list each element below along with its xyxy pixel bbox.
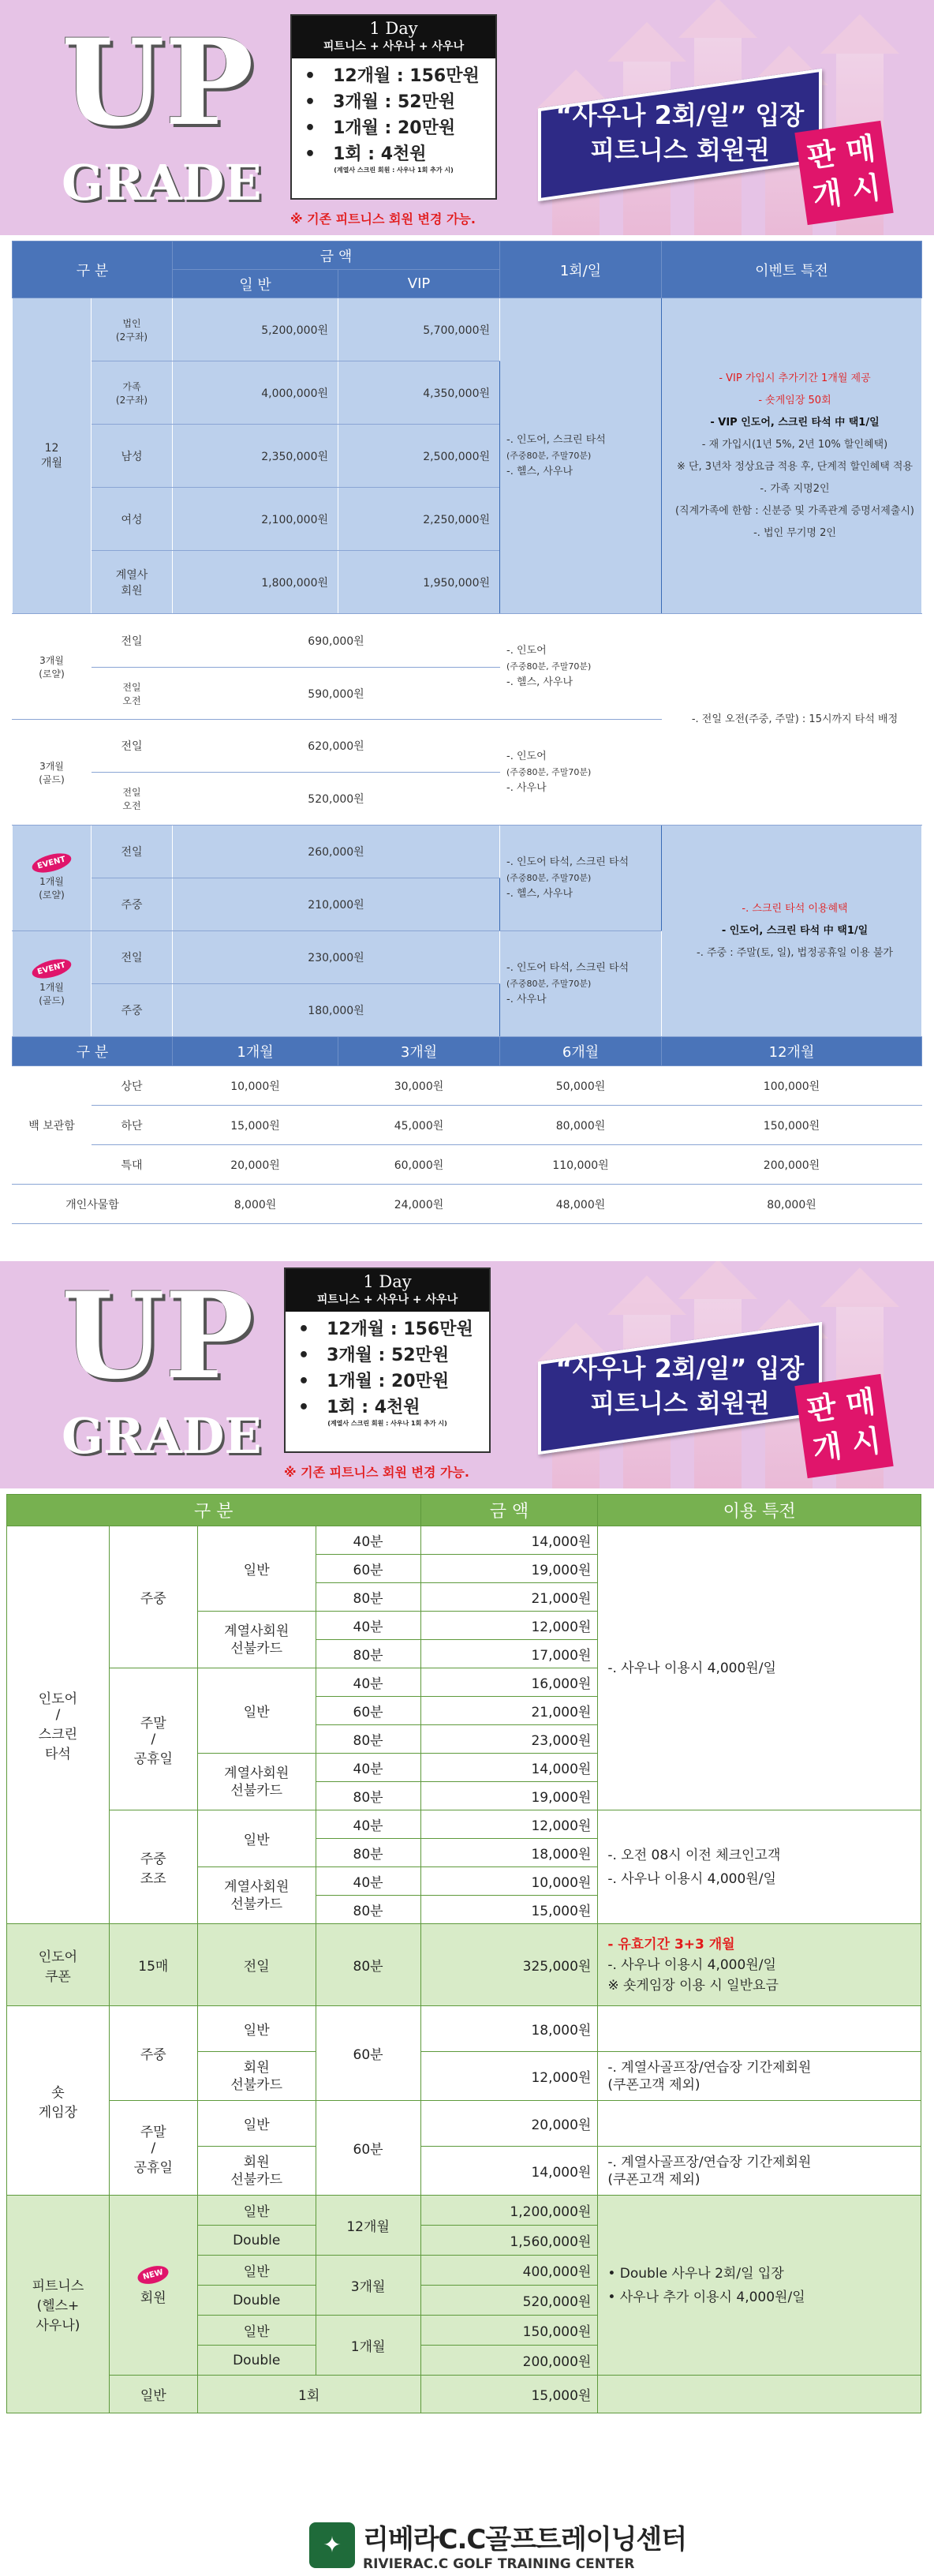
price-box — [284, 1267, 491, 1453]
col-header: 구 분 — [13, 242, 173, 298]
price-cell: 110,000원 — [500, 1145, 662, 1185]
benefit-cell: -. 계열사골프장/연습장 기간제회원 (쿠폰고객 제외) — [598, 2147, 921, 2196]
row-label: 개인사물함 — [13, 1185, 173, 1224]
time-cell: 40분 — [316, 1668, 420, 1697]
col-header: 3개월 — [338, 1037, 500, 1066]
sale-text: 판 매 — [805, 1383, 878, 1428]
price-cell: 21,000원 — [420, 1697, 598, 1725]
time-cell: 40분 — [316, 1810, 420, 1839]
price-cell: 4,000,000원 — [173, 361, 338, 425]
notice: ※ 기존 피트니스 회원 변경 가능. — [290, 212, 476, 227]
price-cell: 60,000원 — [338, 1145, 500, 1185]
event-line: (직계가족에 한함 : 신분증 및 가족관계 증명서제출시) — [674, 504, 915, 517]
price-cell: 15,000원 — [173, 1106, 338, 1145]
price-cell: 45,000원 — [338, 1106, 500, 1145]
row-label: 일반 — [197, 2196, 316, 2226]
price-cell: 150,000원 — [420, 2316, 598, 2346]
row-label: 법인 (2구좌) — [92, 298, 173, 361]
event-line: -. 스크린 타석 이용혜택 — [742, 902, 848, 915]
price-box-title: 1 Day — [369, 19, 418, 38]
time-cell: 80분 — [316, 1725, 420, 1754]
price-cell: 200,000원 — [420, 2346, 598, 2376]
daily-cell — [500, 931, 662, 1037]
price-cell: 325,000원 — [420, 1924, 598, 2006]
daily-text: -. 인도어 타석, 스크린 타석 — [506, 856, 630, 868]
time-cell: 80분 — [316, 1924, 420, 2006]
row-label: 하단 — [92, 1106, 173, 1145]
price-cell: 16,000원 — [420, 1668, 598, 1697]
daily-text: -. 인도어 — [506, 644, 547, 657]
sale-text: 판 매 — [805, 130, 878, 175]
row-label: 일반 — [197, 2006, 316, 2052]
time-cell: 40분 — [316, 1526, 420, 1555]
daily-text: -. 인도어, 스크린 타석 — [506, 433, 606, 446]
row-label: 주말 / 공휴일 — [109, 1668, 197, 1810]
center-name: 리베라C.C골프트레이닝센터 — [363, 2524, 687, 2555]
grade-title: GRADE — [62, 154, 262, 212]
price-cell: 14,000원 — [420, 1754, 598, 1782]
price-cell: 80,000원 — [500, 1106, 662, 1145]
event-line: - 재 가입시(1년 5%, 2년 10% 할인혜택) — [701, 438, 888, 451]
row-label: 인도어 쿠폰 — [7, 1924, 110, 2006]
row-label: 전일 오전 — [92, 773, 173, 826]
benefit-line: ※ 숏게임장 이용 시 일반요금 — [607, 1977, 779, 1994]
price-box-sub: 피트니스 + 사우나 + 사우나 — [323, 40, 465, 53]
price-cell: 20,000원 — [173, 1145, 338, 1185]
golf-logo-icon: ✦ — [309, 2522, 355, 2568]
row-label: 일반 — [197, 2101, 316, 2147]
row-label: Double — [197, 2286, 316, 2316]
event-line: ※ 단, 3년차 정상요금 적용 후, 단계적 할인혜택 적용 — [676, 460, 913, 473]
col-header: 구 분 — [13, 1037, 173, 1066]
row-label: 숏 게임장 — [7, 2006, 110, 2196]
benefit-cell — [598, 2006, 921, 2052]
row-label: 3개월 (로얄) — [13, 614, 92, 720]
benefit-cell — [598, 2101, 921, 2147]
price-cell: 1,950,000원 — [338, 551, 500, 614]
row-label: 특대 — [92, 1145, 173, 1185]
event-line: - 인도어, 스크린 타석 中 택1/일 — [721, 924, 869, 937]
row-label: 전일 — [92, 720, 173, 773]
row-label: 일반 — [197, 2316, 316, 2346]
price-cell: 14,000원 — [420, 2147, 598, 2196]
price-cell: 17,000원 — [420, 1640, 598, 1668]
time-cell: 60분 — [316, 2101, 420, 2196]
ribbon-line: 피트니스 회원권 — [590, 135, 770, 165]
price-cell: 200,000원 — [662, 1145, 922, 1185]
price-cell: 24,000원 — [338, 1185, 500, 1224]
time-cell: 60분 — [316, 1555, 420, 1583]
time-cell: 60분 — [316, 1697, 420, 1725]
col-header: 금 액 — [173, 242, 500, 270]
daily-cell — [500, 298, 662, 614]
col-header: 이용 특전 — [598, 1495, 921, 1526]
time-cell: 80분 — [316, 1839, 420, 1867]
ribbon-line: “사우나 2회/일” 입장 — [555, 1354, 805, 1383]
benefit-line: -. 사우나 이용시 4,000원/일 — [607, 1956, 776, 1973]
price-cell: 23,000원 — [420, 1725, 598, 1754]
row-label: 전일 오전 — [92, 668, 173, 720]
price-item: • 3개월 : 52만원 — [298, 1342, 489, 1368]
row-label: Double — [197, 2346, 316, 2376]
row-label: 피트니스 (헬스+ 사우나) — [7, 2196, 110, 2413]
price-cell: 4,350,000원 — [338, 361, 500, 425]
price-cell: 260,000원 — [173, 826, 500, 878]
row-label — [109, 2196, 197, 2376]
benefit-cell — [598, 1924, 921, 2006]
time-cell: 40분 — [316, 1612, 420, 1640]
price-cell: 150,000원 — [662, 1106, 922, 1145]
price-cell: 14,000원 — [420, 1526, 598, 1555]
price-cell: 10,000원 — [420, 1867, 598, 1896]
row-label-text: 1개월 (로얄) — [39, 876, 65, 900]
price-cell: 80,000원 — [662, 1185, 922, 1224]
price-cell: 100,000원 — [662, 1066, 922, 1106]
time-cell: 60분 — [316, 2006, 420, 2101]
row-label: 계열사 회원 — [92, 551, 173, 614]
benefit-line: -. 오전 08시 이전 체크인고객 — [607, 1847, 781, 1863]
daily-cell — [500, 614, 662, 720]
daily-text: -. 인도어 타석, 스크린 타석 — [506, 961, 630, 974]
event-badge: EVENT — [30, 956, 73, 982]
row-label: 인도어 / 스크린 타석 — [7, 1526, 110, 1924]
price-box-note: (계열사 스크린 회원 : 사우나 1회 추가 시) — [327, 1420, 447, 1427]
row-label: 회원 선불카드 — [197, 2052, 316, 2101]
price-cell: 2,500,000원 — [338, 425, 500, 488]
row-label: 15매 — [109, 1924, 197, 2006]
benefit-cell — [598, 2376, 921, 2413]
row-label-text: 회원 — [140, 2290, 166, 2306]
daily-text: -. 인도어 — [506, 750, 547, 762]
event-line: -. 가족 지명2인 — [760, 482, 830, 495]
daily-text: (주중80분, 주말70분) — [506, 450, 592, 461]
row-label: 전일 — [197, 1924, 316, 2006]
price-cell: 230,000원 — [173, 931, 500, 984]
daily-text: (주중80분, 주말70분) — [506, 766, 592, 777]
benefit-cell — [598, 1810, 921, 1924]
row-label: 일반 — [197, 1526, 316, 1612]
col-header: VIP — [338, 270, 500, 298]
event-cell — [662, 298, 922, 614]
up-title: UP — [62, 13, 254, 152]
event-cell — [662, 826, 922, 1037]
price-cell: 1,800,000원 — [173, 551, 338, 614]
price-cell: 520,000원 — [173, 773, 500, 826]
row-label: 전일 — [92, 931, 173, 984]
benefit-line: • 사우나 추가 이용시 4,000원/일 — [607, 2289, 805, 2305]
price-cell: 30,000원 — [338, 1066, 500, 1106]
row-label: 계열사회원 선불카드 — [197, 1754, 316, 1810]
price-cell: 12,000원 — [420, 1810, 598, 1839]
row-label: 계열사회원 선불카드 — [197, 1612, 316, 1668]
row-label: 주중 — [109, 1526, 197, 1668]
price-item: • 12개월 : 156만원 — [304, 63, 495, 89]
sale-text: 개 시 — [810, 1422, 884, 1467]
price-cell: 18,000원 — [420, 1839, 598, 1867]
row-label: 전일 — [92, 614, 173, 668]
banner-bottom — [0, 1261, 934, 1488]
row-label: 계열사회원 선불카드 — [197, 1867, 316, 1924]
col-header: 일 반 — [173, 270, 338, 298]
time-cell: 40분 — [316, 1754, 420, 1782]
row-label: 3개월 (골드) — [13, 720, 92, 826]
event-line: -. 주중 : 주말(토, 일), 법정공휴일 이용 불가 — [697, 946, 893, 959]
time-cell: 40분 — [316, 1867, 420, 1896]
daily-text: (주중80분, 주말70분) — [506, 872, 592, 883]
new-badge: NEW — [136, 2263, 170, 2287]
price-cell: 1,200,000원 — [420, 2196, 598, 2226]
price-cell: 15,000원 — [420, 2376, 598, 2413]
period-cell: 3개월 — [316, 2256, 420, 2316]
grade-title: GRADE — [62, 1407, 262, 1465]
row-label — [13, 826, 92, 931]
col-header: 구 분 — [7, 1495, 421, 1526]
price-item: • 12개월 : 156만원 — [298, 1316, 489, 1342]
period-cell: 1개월 — [316, 2316, 420, 2376]
daily-cell — [500, 826, 662, 931]
row-label: 상단 — [92, 1066, 173, 1106]
sale-badge — [794, 1374, 893, 1478]
row-label: 1회 — [197, 2376, 420, 2413]
row-label: 남성 — [92, 425, 173, 488]
row-label: 12 개월 — [13, 298, 92, 614]
price-cell: 1,560,000원 — [420, 2226, 598, 2256]
price-cell: 20,000원 — [420, 2101, 598, 2147]
col-header: 1회/일 — [500, 242, 662, 298]
price-cell: 210,000원 — [173, 878, 500, 931]
price-cell: 5,200,000원 — [173, 298, 338, 361]
price-cell: 50,000원 — [500, 1066, 662, 1106]
row-label: 주중 — [92, 984, 173, 1037]
period-cell: 12개월 — [316, 2196, 420, 2256]
price-item: • 1개월 : 20만원 — [298, 1368, 489, 1395]
daily-cell — [500, 720, 662, 826]
row-label: 회원 선불카드 — [197, 2147, 316, 2196]
price-cell: 18,000원 — [420, 2006, 598, 2052]
up-title: UP — [62, 1267, 254, 1406]
banner-top — [0, 0, 934, 235]
price-item: • 1회 : 4천원 — [298, 1395, 489, 1421]
event-badge: EVENT — [30, 850, 73, 876]
price-cell: 19,000원 — [420, 1555, 598, 1583]
price-cell: 520,000원 — [420, 2286, 598, 2316]
price-cell: 180,000원 — [173, 984, 500, 1037]
price-cell: 5,700,000원 — [338, 298, 500, 361]
row-label: 백 보관함 — [13, 1066, 92, 1185]
event-cell: -. 전일 오전(주중, 주말) : 15시까지 타석 배정 — [662, 614, 922, 826]
price-cell: 12,000원 — [420, 2052, 598, 2101]
membership-table — [12, 241, 922, 1224]
price-item: • 1개월 : 20만원 — [304, 115, 495, 141]
price-box-title: 1 Day — [363, 1272, 412, 1291]
ribbon-line: 피트니스 회원권 — [590, 1388, 770, 1418]
price-cell: 8,000원 — [173, 1185, 338, 1224]
center-name-en: RIVIERAC.C GOLF TRAINING CENTER — [363, 2556, 635, 2572]
time-cell: 80분 — [316, 1896, 420, 1924]
event-line: - VIP 가입시 추가기간 1개월 제공 — [719, 372, 871, 384]
daily-text: (주중80분, 주말70분) — [506, 661, 592, 672]
price-box-note: (계열사 스크린 회원 : 사우나 1회 추가 시) — [334, 167, 454, 174]
price-cell: 10,000원 — [173, 1066, 338, 1106]
row-label: 주중 — [92, 878, 173, 931]
price-item: • 3개월 : 52만원 — [304, 89, 495, 115]
row-label: 일반 — [197, 1810, 316, 1867]
row-label: 가족 (2구좌) — [92, 361, 173, 425]
benefit-line: -. 사우나 이용시 4,000원/일 — [607, 1870, 776, 1887]
benefit-cell — [598, 2196, 921, 2376]
benefit-line: - 유효기간 3+3 개월 — [607, 1936, 735, 1953]
usage-table — [6, 1494, 921, 2413]
sale-text: 개 시 — [810, 169, 884, 214]
row-label — [13, 931, 92, 1037]
row-label-text: 1개월 (골드) — [39, 982, 65, 1006]
daily-text: -. 헬스, 사우나 — [506, 887, 573, 900]
price-cell: 21,000원 — [420, 1583, 598, 1612]
price-item: • 1회 : 4천원 — [304, 141, 495, 167]
daily-text: -. 헬스, 사우나 — [506, 465, 573, 477]
time-cell: 80분 — [316, 1583, 420, 1612]
daily-text: -. 사우나 — [506, 781, 547, 794]
time-cell: 80분 — [316, 1640, 420, 1668]
col-header: 금 액 — [420, 1495, 598, 1526]
notice: ※ 기존 피트니스 회원 변경 가능. — [284, 1465, 469, 1480]
daily-text: -. 헬스, 사우나 — [506, 676, 573, 688]
col-header: 12개월 — [662, 1037, 922, 1066]
sale-badge — [794, 121, 893, 225]
row-label: 일반 — [197, 1668, 316, 1754]
event-line: - 숏게임장 50회 — [758, 394, 831, 406]
price-cell: 15,000원 — [420, 1896, 598, 1924]
footer-logo — [309, 2518, 686, 2572]
price-cell: 19,000원 — [420, 1782, 598, 1810]
event-line: - VIP 인도어, 스크린 타석 中 택1/일 — [710, 416, 880, 429]
benefit-cell: -. 사우나 이용시 4,000원/일 — [598, 1526, 921, 1810]
price-cell: 2,350,000원 — [173, 425, 338, 488]
ribbon-line: “사우나 2회/일” 입장 — [555, 100, 805, 130]
row-label: Double — [197, 2226, 316, 2256]
price-cell: 400,000원 — [420, 2256, 598, 2286]
price-cell: 590,000원 — [173, 668, 500, 720]
row-label: 전일 — [92, 826, 173, 878]
time-cell: 80분 — [316, 1782, 420, 1810]
row-label: 주중 조조 — [109, 1810, 197, 1924]
price-cell: 620,000원 — [173, 720, 500, 773]
row-label: 여성 — [92, 488, 173, 551]
price-cell: 12,000원 — [420, 1612, 598, 1640]
price-cell: 2,100,000원 — [173, 488, 338, 551]
daily-text: (주중80분, 주말70분) — [506, 978, 592, 989]
price-cell: 2,250,000원 — [338, 488, 500, 551]
price-cell: 48,000원 — [500, 1185, 662, 1224]
row-label: 일반 — [197, 2256, 316, 2286]
benefit-cell: -. 계열사골프장/연습장 기간제회원 (쿠폰고객 제외) — [598, 2052, 921, 2101]
price-cell: 690,000원 — [173, 614, 500, 668]
col-header: 6개월 — [500, 1037, 662, 1066]
price-box — [290, 14, 497, 200]
row-label: 주중 — [109, 2006, 197, 2101]
col-header: 이벤트 특전 — [662, 242, 922, 298]
price-box-sub: 피트니스 + 사우나 + 사우나 — [316, 1294, 458, 1306]
row-label: 일반 — [109, 2376, 197, 2413]
benefit-line: • Double 사우나 2회/일 입장 — [607, 2265, 784, 2282]
event-line: -. 법인 무기명 2인 — [753, 526, 836, 539]
col-header: 1개월 — [173, 1037, 338, 1066]
row-label: 주말 / 공휴일 — [109, 2101, 197, 2196]
daily-text: -. 사우나 — [506, 993, 547, 1005]
